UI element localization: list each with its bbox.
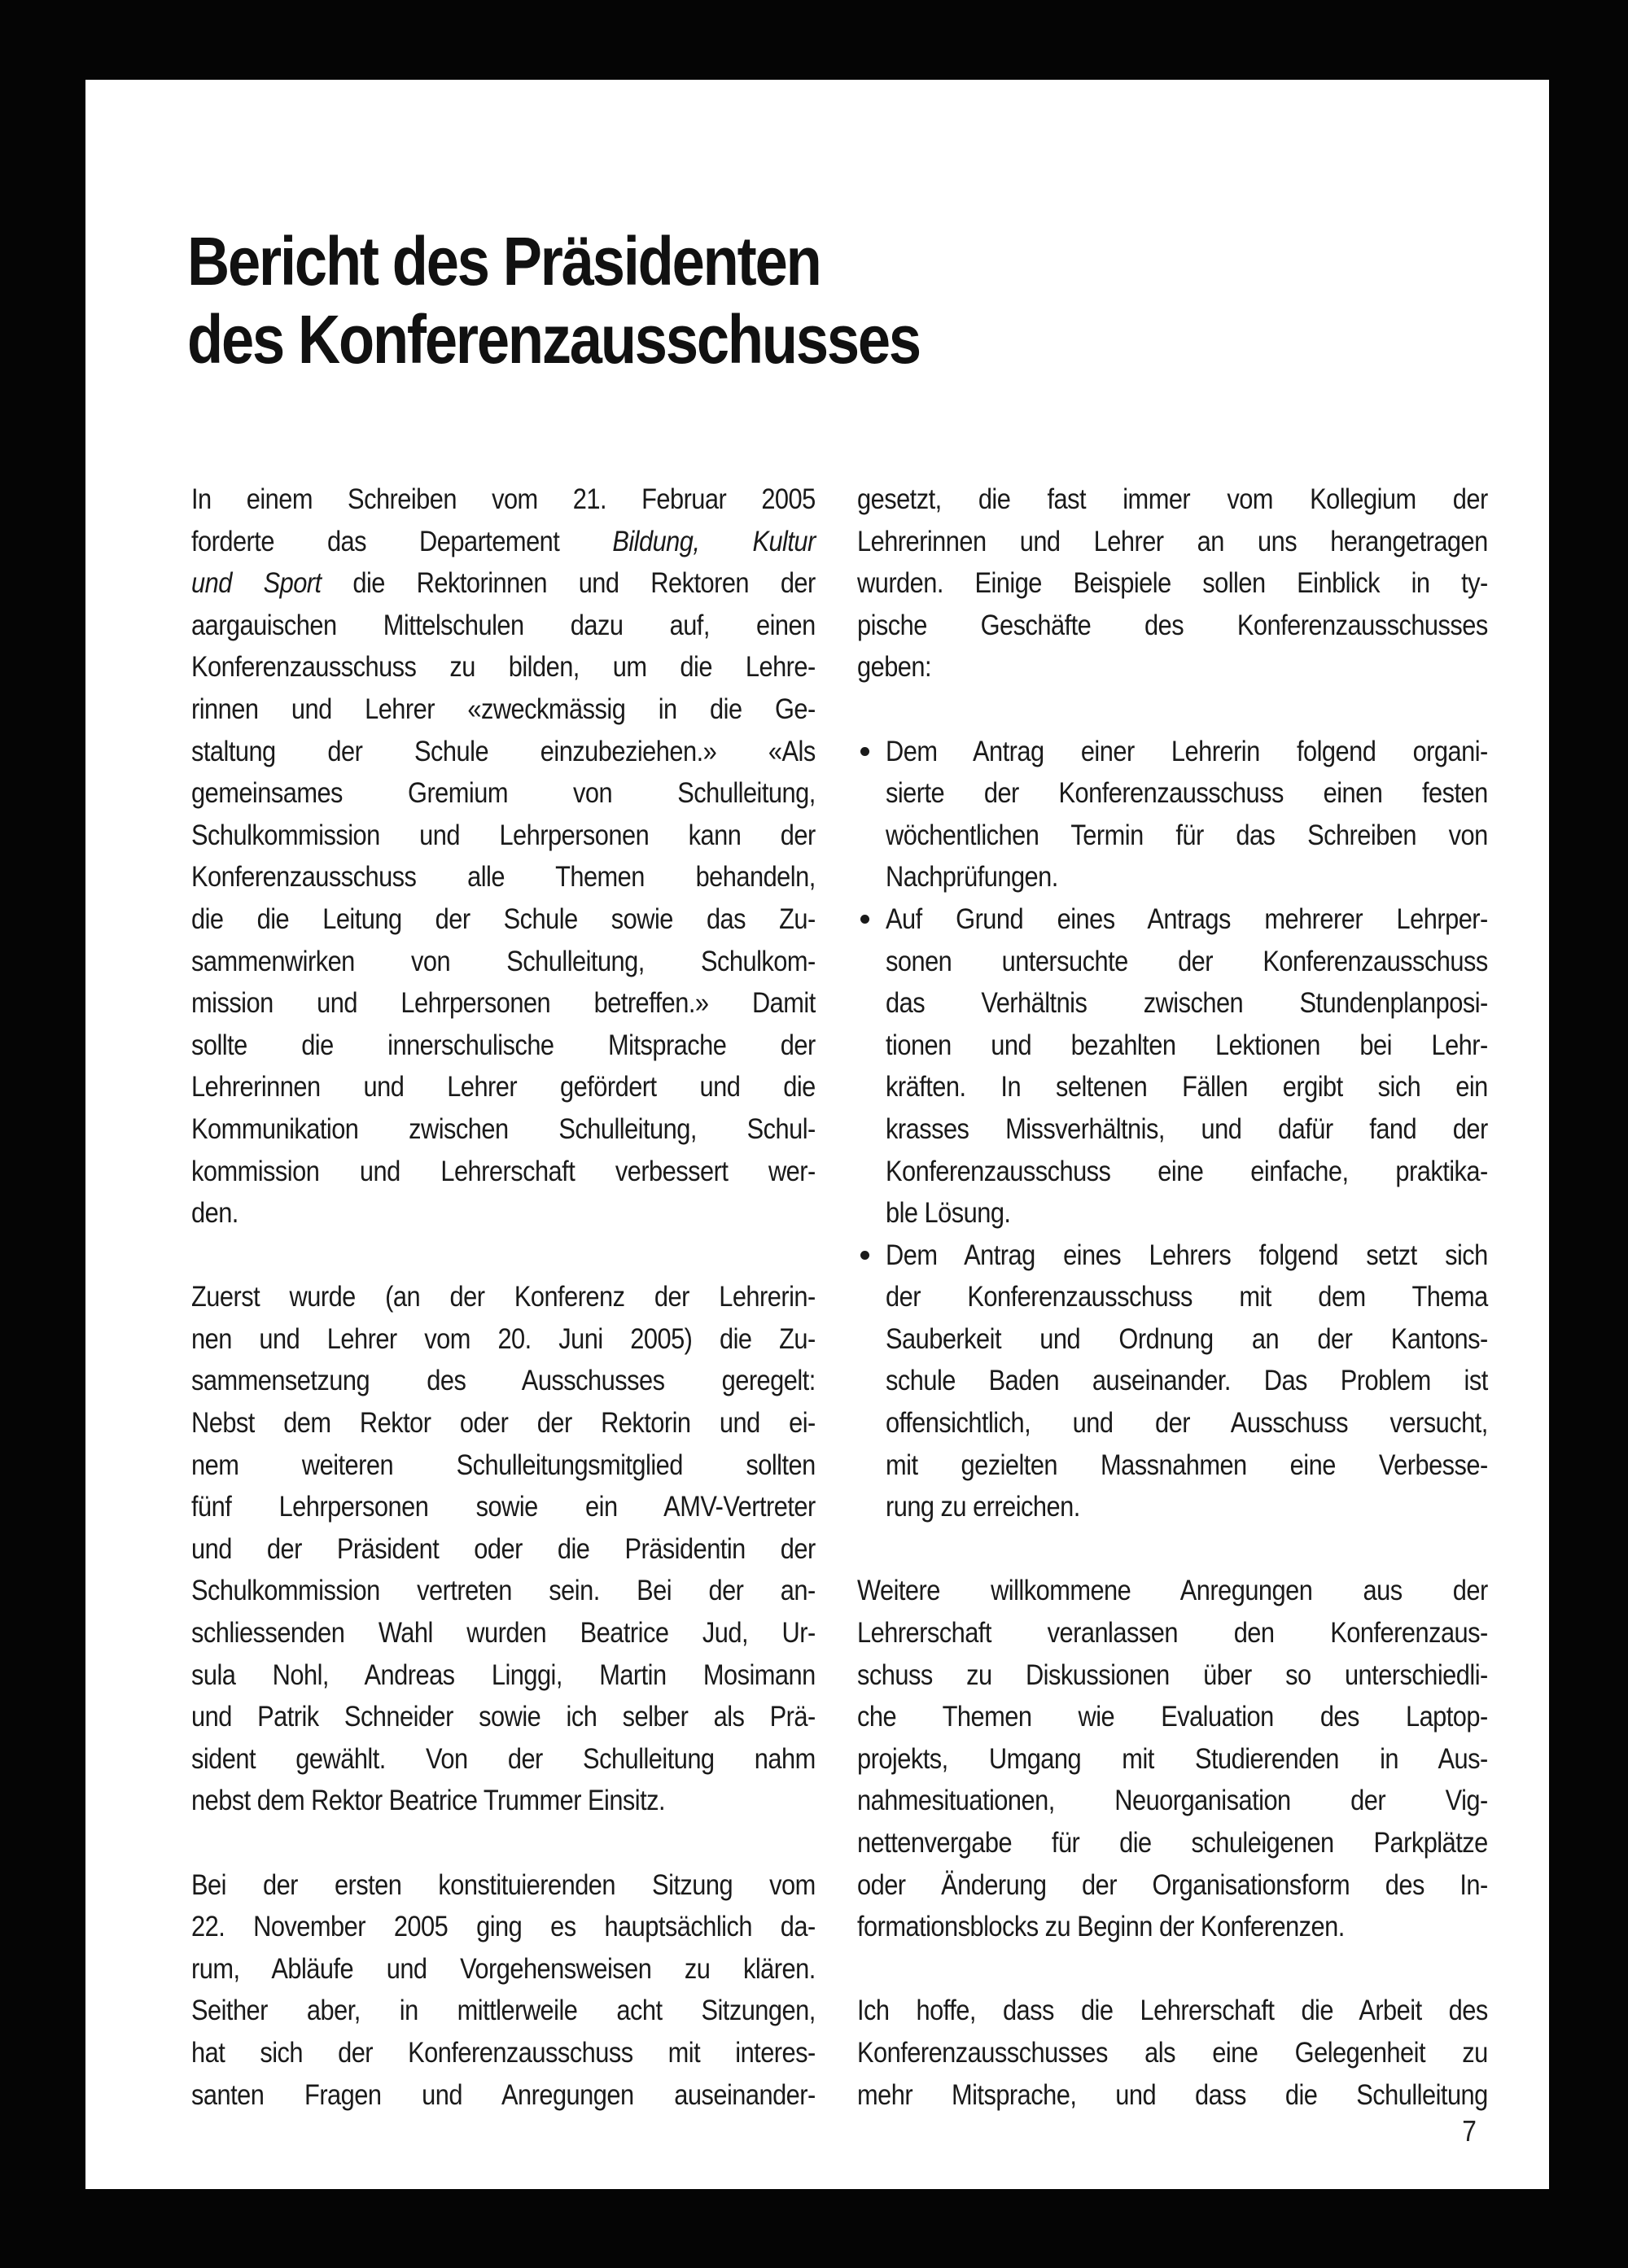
text-line: mit gezielten Massnahmen eine Verbesse- [886,1449,1488,1481]
text-line: geben: [857,651,932,684]
text-line: schliessenden Wahl wurden Beatrice Jud, Ur- [191,1617,816,1650]
text-line: Dem Antrag eines Lehrers folgend setzt sich [886,1239,1488,1271]
text-line: Lehrerinnen und Lehrer an uns herangetragen [857,525,1488,557]
text-line: mission und Lehrpersonen betreffen.» Damit [191,987,816,1020]
text-line: der Konferenzausschuss mit dem Thema [886,1281,1488,1313]
text-line: Sauberkeit und Ordnung an der Kantons- [886,1322,1488,1355]
text-line: forderte das Departement Bildung, Kultur [191,525,816,557]
text-line: formationsblocks zu Beginn der Konferenzen. [857,1911,1345,1943]
text-line: Konferenzausschuss alle Themen behandeln, [191,861,816,894]
text-line: Dem Antrag einer Lehrerin folgend organi- [886,735,1488,767]
text-line: che Themen wie Evaluation des Laptop- [857,1701,1488,1733]
text-line: Ich hoffe, dass die Lehrerschaft die Arbeit des [857,1995,1488,2027]
text-line: projekts, Umgang mit Studierenden in Aus- [857,1742,1488,1775]
bullet-item [857,898,1488,1235]
text-line: sammensetzung des Ausschusses geregelt: [191,1365,816,1397]
paragraph [857,1570,1488,1947]
paragraph [857,1990,1488,2116]
bullet-item [857,1235,1488,1528]
bullet-item [857,731,1488,898]
text-line: nem weiteren Schulleitungsmitglied sollten [191,1449,816,1481]
text-line: offensichtlich, und der Ausschuss versucht, [886,1407,1488,1440]
text-line: rinnen und Lehrer «zweckmässig in die Ge- [191,693,816,725]
text-line: die die Leitung der Schule sowie das Zu- [191,902,816,935]
italic-text: Bildung, Kultur [612,525,816,557]
bullet-dot-icon [860,1251,869,1260]
text-line: Konferenzausschuss eine einfache, praktika- [886,1155,1488,1187]
title-line-1: Bericht des Präsidenten [187,223,821,299]
text-line: hat sich der Konferenzausschuss mit interes- [191,2036,816,2069]
page-number: 7 [1462,2114,1477,2148]
right-column [857,479,1488,2158]
paragraph [191,1276,816,1822]
text-line: Bei der ersten konstituierenden Sitzung vom [191,1868,816,1901]
text-line: mehr Mitsprache, und dass die Schulleitung [857,2078,1488,2111]
text-line: schule Baden auseinander. Das Problem ist [886,1365,1488,1397]
text-line: Seither aber, in mittlerweile acht Sitzungen, [191,1995,816,2027]
page-title [187,222,920,378]
text-line: kommission und Lehrerschaft verbessert wer- [191,1155,816,1187]
text-line: sident gewählt. Von der Schulleitung nahm [191,1742,816,1775]
text-line: staltung der Schule einzubeziehen.» «Als [191,735,816,767]
text-line: Konferenzausschusses als eine Gelegenheit zu [857,2036,1488,2069]
text-line: 22. November 2005 ging es hauptsächlich da- [191,1911,816,1943]
text-line: Schulkommission vertreten sein. Bei der an- [191,1575,816,1607]
text-line: Kommunikation zwischen Schulleitung, Schul- [191,1112,816,1145]
text-line: nen und Lehrer vom 20. Juni 2005) die Zu- [191,1322,816,1355]
text-line: sollte die innerschulische Mitsprache der [191,1029,816,1061]
text-line: fünf Lehrpersonen sowie ein AMV-Vertreter [191,1491,816,1523]
text-line: Auf Grund eines Antrags mehrerer Lehrper- [886,902,1488,935]
text-line: tionen und bezahlten Lektionen bei Lehr- [886,1029,1488,1061]
text-line: und Patrik Schneider sowie ich selber als Prä- [191,1701,816,1733]
bullet-dot-icon [860,747,869,756]
text-line: nahmesituationen, Neuorganisation der Vig- [857,1785,1488,1817]
text-line: Weitere willkommene Anregungen aus der [857,1575,1488,1607]
title-line-2: des Konferenzausschusses [187,301,920,378]
paragraph [191,479,816,1235]
text-line: gesetzt, die fast immer vom Kollegium der [857,483,1488,515]
text-line: das Verhältnis zwischen Stundenplanposi- [886,987,1488,1020]
italic-text: und Sport [191,567,322,600]
text-line: rum, Abläufe und Vorgehensweisen zu klären. [191,1952,816,1985]
text-line: sula Nohl, Andreas Linggi, Martin Mosimann [191,1658,816,1691]
paragraph [857,479,1488,688]
text-line: und Sport die Rektorinnen und Rektoren der [191,567,816,600]
text-line: Zuerst wurde (an der Konferenz der Lehrerin- [191,1281,816,1313]
text-line: nettenvergabe für die schuleigenen Parkplätze [857,1827,1488,1859]
text-line: und der Präsident oder die Präsidentin der [191,1532,816,1565]
text-line: Lehrerschaft veranlassen den Konferenzaus- [857,1617,1488,1650]
text-line: wöchentlichen Termin für das Schreiben von [886,819,1488,851]
text-line: santen Fragen und Anregungen auseinander- [191,2078,816,2111]
text-line: Nebst dem Rektor oder der Rektorin und ei- [191,1407,816,1440]
text-line: Konferenzausschuss zu bilden, um die Lehre- [191,651,816,684]
text-line: rung zu erreichen. [886,1491,1080,1523]
text-line: aargauischen Mittelschulen dazu auf, einen [191,609,816,641]
text-line: Lehrerinnen und Lehrer gefördert und die [191,1071,816,1103]
text-line: schuss zu Diskussionen über so unterschiedli- [857,1658,1488,1691]
text-line: wurden. Einige Beispiele sollen Einblick in ty- [857,567,1488,600]
text-line: In einem Schreiben vom 21. Februar 2005 [191,483,816,515]
paragraph [191,1864,816,2117]
text-line: krasses Missverhältnis, und dafür fand der [886,1112,1488,1145]
text-line: pische Geschäfte des Konferenzausschusses [857,609,1488,641]
text-line: Schulkommission und Lehrpersonen kann der [191,819,816,851]
text-line: sammenwirken von Schulleitung, Schulkom- [191,945,816,977]
bullet-list [857,731,1488,1528]
text-line: nebst dem Rektor Beatrice Trummer Einsitz. [191,1785,666,1817]
text-line: sonen untersuchte der Konferenzausschuss [886,945,1488,977]
text-line: ble Lösung. [886,1197,1011,1230]
left-column [191,479,816,2158]
text-line: oder Änderung der Organisationsform des In- [857,1868,1488,1901]
text-line: den. [191,1197,239,1230]
text-line: gemeinsames Gremium von Schulleitung, [191,777,816,810]
text-line: Nachprüfungen. [886,861,1058,894]
bullet-dot-icon [860,915,869,924]
text-line: kräften. In seltenen Fällen ergibt sich ein [886,1071,1488,1103]
text-line: sierte der Konferenzausschuss einen festen [886,777,1488,810]
document-page [85,80,1549,2189]
